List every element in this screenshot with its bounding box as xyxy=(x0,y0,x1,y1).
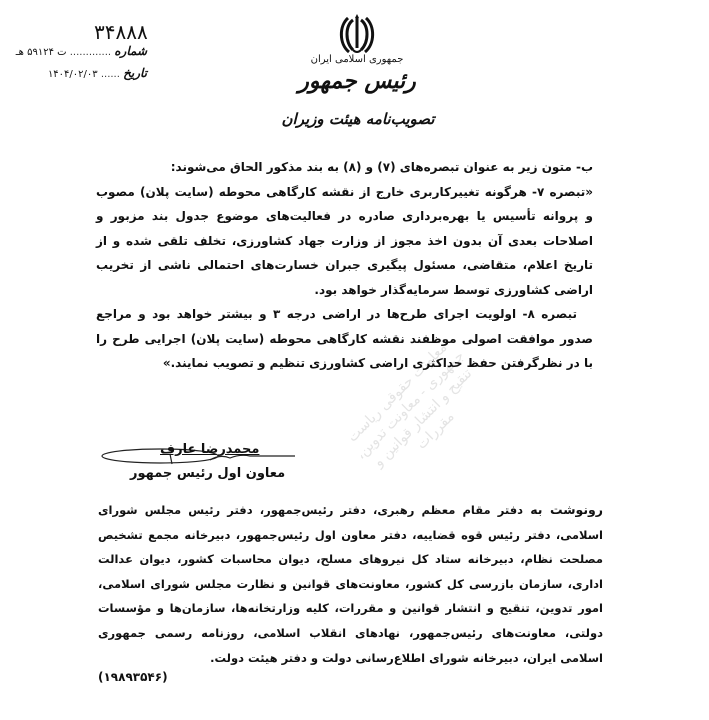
country-name: جمهوری اسلامی ایران xyxy=(310,54,404,65)
note-7: «تبصره ۷- هرگونه تغییرکاربری خارج از نقشه کارگاهی محوطه (سایت پلان) مصوب و پروانه تأسیس یا بهره‌برداری صادره در فعالیت‌های موضوع جدول بند مزبور و اصلاحات بعدی آن بدون اخذ مجوز از وزارت جهاد کشاورزی، تخلف تلقی شده و از تاریخ اعلام، متقاضی، مسئول پیگیری جبران خسارت‌های احتمالی ناشی از تخریب اراضی کشاورزی توسط سرمایه‌گذار خواهد بود. xyxy=(96,184,593,297)
note-8: تبصره ۸- اولویت اجرای طرح‌ها در اراضی درجه ۳ و بیشتر خواهد بود و مراجع صدور موافقت اصولی موظفند نقشه کارگاهی محوطه (سایت پلان) اجرایی طرح را با در نظرگرفتن حفظ حداکثری اراضی کشاورزی تنظیم و تصویب نمایند.» xyxy=(96,307,593,370)
reference-number: (۱۹۸۹۳۵۴۶) xyxy=(98,670,168,684)
copies-lead: رونوشت به xyxy=(530,502,603,517)
number-row xyxy=(16,44,147,58)
date-dots: ...... xyxy=(100,69,120,80)
letter-number-handwritten: ۳۴۸۸۸ xyxy=(94,20,148,44)
copies-recipients: دفتر مقام معظم رهبری، دفتر رئیس‌جمهور، دفتر رئیس مجلس شورای اسلامی، دفتر رئیس قوه قضاییه، دفتر معاون اول رئیس‌جمهور، دبیرخانه مجمع تشخیص مصلحت نظام، دبیرخانه ستاد کل نیروهای مسلح، دیوان محاسبات کشور، دیوان عدالت اداری، سازمان بازرسی کل کشور، معاونت‌های قوانین و نظارت مجلس شورای اسلامی، امور تدوین، تنقیح و انتشار قوانین و مقررات، کلیه وزارتخانه‌ها، سازمان‌ها و مؤسسات دولتی، معاونت‌های رئیس‌جمهور، نهادهای انقلاب اسلامی، روزنامه رسمی جمهوری اسلامی ایران، دبیرخانه شورای اطلاع‌رسانی دولت و دفتر هیئت دولت. xyxy=(98,503,603,665)
number-printed: ت ۵۹۱۲۴ هـ xyxy=(15,47,67,58)
date-value: ۱۴۰۴/۰۲/۰۳ xyxy=(47,69,98,80)
signatory-title: معاون اول رئیس جمهور xyxy=(130,466,286,481)
clause-intro: ب- متون زیر به عنوان تبصره‌های (۷) و (۸) به بند مذکور الحاق می‌شوند: xyxy=(170,160,593,174)
number-label: شماره xyxy=(114,44,147,58)
office-title: رئیس جمهور xyxy=(298,68,416,94)
date-row xyxy=(48,66,147,80)
iran-emblem-icon xyxy=(337,12,377,56)
watermark-stamp: معاونت حقوقی ریاست جمهوری - معاونت تدوین، تنقیح و انتشار قوانین و مقررات xyxy=(344,339,476,471)
number-dots: ............. xyxy=(69,47,112,58)
date-label: تاریخ xyxy=(123,66,147,80)
resolution-body xyxy=(96,155,593,376)
copies-list xyxy=(98,498,603,670)
signatory-name: محمدرضا عارف xyxy=(160,442,260,457)
document-type: تصویب‌نامه هیئت وزیران xyxy=(281,110,435,128)
